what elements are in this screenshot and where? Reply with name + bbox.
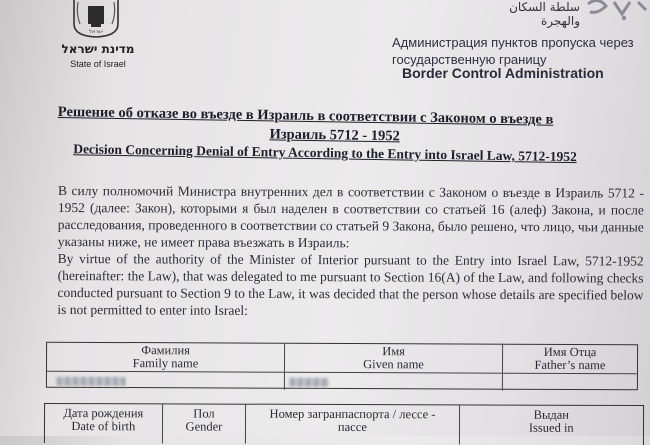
family-name-value	[47, 372, 285, 390]
redacted-text	[55, 377, 125, 386]
document-titles	[57, 102, 648, 167]
header-label-en: Issued in	[528, 420, 574, 435]
header-label-en: Family name	[132, 356, 199, 371]
fathers-name-value	[503, 374, 637, 392]
header-label-en: Gender	[185, 419, 223, 434]
authority-name-arabic: سلطة السكان والهجرة	[509, 0, 580, 28]
header-label-ru: Пол	[193, 406, 215, 421]
header-label-ru: Выдан	[533, 407, 570, 422]
header-label-ru: Номер загранпаспорта / лессе -	[269, 406, 436, 422]
agency-name-english: Border Control Administration	[402, 65, 604, 81]
column-header-gender	[163, 404, 247, 443]
header-label-en: Father’s name	[534, 357, 606, 373]
column-header-date-of-birth	[45, 404, 163, 443]
title-english: Decision Concerning Denial of Entry According to the Entry into Israel Law, 5712-1952	[73, 141, 577, 165]
paragraph-russian: В силу полномочий Министра внутренних дел в соответствии с Законом о въезде в Израиль 5712 - 1952 (далее: Закон), которыми я был наделен в соответствии со статьей 16 (алеф) Закона, и после расследования, проведенного в соответствии со статьей 9 Закона, было решено, что лицо, чьи данные указаны ниже, не имеет права въезжать в Израиль:	[57, 182, 644, 251]
names-table-value-row	[47, 372, 637, 392]
given-name-value	[285, 373, 503, 391]
redacted-text	[288, 378, 328, 387]
header-label-en: Date of birth	[71, 419, 136, 434]
paragraph-english: By virtue of the authority of the Minister of Interior pursuant to the Entry into Israel Law, 5712-1952 (hereinafter: the Law), that was delegated to me pursuant to Section 16(A) of the Law, and following checks conducted pursuant to Section 9 to the Law, it was decided that the person whose details are specified below is not permitted to enter into Israel:	[57, 250, 644, 318]
header-label-ru: Имя Отца	[543, 344, 597, 360]
header-label-ru: Фамилия	[141, 343, 190, 358]
header-label-ru: Дата рождения	[63, 406, 144, 421]
emblem-word: ישראל	[89, 29, 103, 35]
column-header-issued-in	[460, 405, 644, 445]
column-header-family-name	[47, 343, 285, 372]
details-table	[44, 403, 644, 445]
state-name-hebrew: מדינת ישראל	[61, 42, 135, 56]
decision-body	[57, 182, 644, 321]
state-name-english: State of Israel	[70, 59, 126, 69]
column-header-fathers-name	[503, 345, 637, 374]
header-label-ru: Имя	[382, 344, 405, 359]
title-russian-line-1: Решение об отказе во въезде в Израиль в соответствии с Законом о въезде в	[57, 103, 554, 128]
column-header-given-name	[285, 344, 503, 373]
header-label-en: пассе	[337, 419, 367, 435]
title-russian-line-2: Израиль 5712 - 1952	[269, 126, 400, 145]
column-header-passport-number	[246, 405, 459, 445]
state-emblem-icon	[66, 0, 126, 38]
names-table-header-row	[47, 343, 637, 375]
names-table	[46, 342, 638, 391]
authority-logo-icon	[584, 0, 650, 22]
header-label-en: Given name	[363, 357, 424, 372]
agency-name-russian: Администрация пунктов пропуска через государственную границу	[392, 35, 634, 67]
